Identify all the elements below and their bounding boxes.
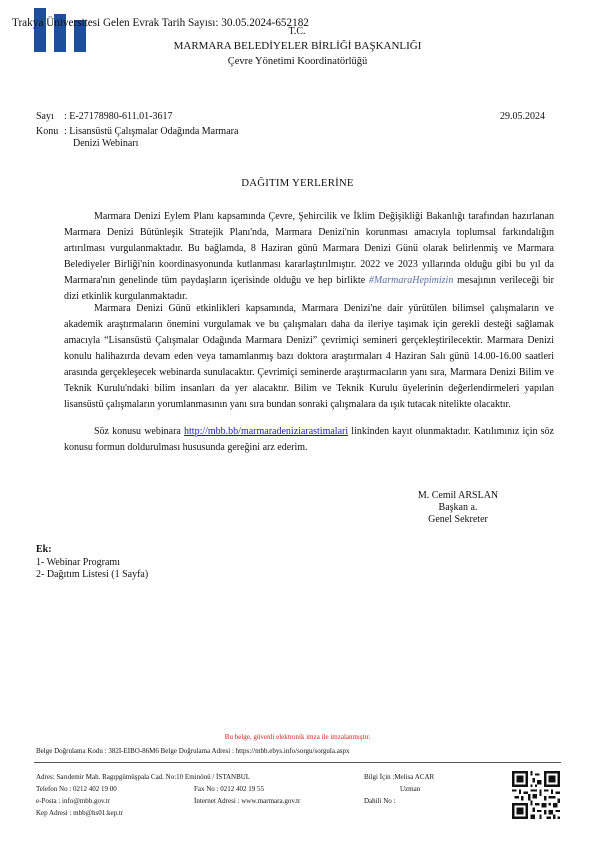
footer-web: İnternet Adresi : www.marmara.gov.tr [194, 797, 301, 805]
paragraph-1-end: mesajının verileceği bir dizi etkinlik kurgulanmaktadır. [64, 275, 554, 302]
logo [34, 8, 104, 52]
paragraph-2-text: Marmara Denizi Günü etkinlikleri kapsamında, Marmara Denizi'ne dair yürütülen bilimsel çalışmaların ve akademik araştırmaların önemini vurgulamak ve bu çalışmaları daha da ileriye taşımak için gerekli desteği sağlamak amacıyla “Lisansüstü Çalışmalar Odağında Marmara Denizi” çevrimiçi semineri gerçekleştirilecektir. Marmara Denizi konulu halihazırda devam eden veya tamamlanmış bazı doktora araştırmaları 4 Haziran Salı günü 14.00-16.00 saatleri arasında gerçekleşecek webinarda sunulacaktır. Çevrimiçi seminerde araştırmacıların yanı sıra, Marmara Denizi Bilim ve Teknik Kurulu'ndaki bilim insanları da yer alacaktır. Bilim ve Teknik Kurulu üyelerinin değerlendirmeleri yapılan lisansüstü çalışmaların yorumlanmasının yanı sıra bundan sonraki çalışmalara da ışık tutacak nitelikte olacaktır. [64, 303, 554, 410]
paragraph-3 [64, 424, 554, 456]
footer-email: e-Posta : info@mbb.gov.tr [36, 797, 111, 805]
footer-contact-title: Uzman [400, 785, 421, 793]
sayi-label: Sayı [36, 111, 54, 122]
hashtag: #MarmaraHepimizin [368, 275, 454, 286]
registration-link[interactable]: http://mbb.bb/marmaradeniziarastimalari [184, 426, 349, 437]
header-organization: MARMARA BELEDİYELER BİRLİĞİ BAŞKANLIĞI [173, 40, 422, 52]
konu-line-2: Denizi Webinarı [73, 138, 139, 149]
qr-code [512, 771, 560, 819]
footer-kep: Kep Adresi : mbb@hs01.kep.tr [36, 809, 124, 817]
paragraph-3-end: linkinden kayıt olunmaktadır. Katılımınız için söz konusu formun doldurulması hususunda gereğini arz ederim. [64, 426, 554, 453]
footer-contact: Bilgi İçin :Melisa ACAR [364, 773, 435, 781]
signer-name: M. Cemil ARSLAN [417, 490, 499, 501]
footer-phone: Telefon No : 0212 402 19 00 [36, 785, 117, 793]
attachment-item: 1- Webinar Programı [36, 556, 120, 568]
attachments-label: Ek: [36, 544, 52, 555]
incoming-document-stamp: Trakya Üniversitesi Gelen Evrak Tarih Sayısı: 30.05.2024-652182 [12, 17, 309, 29]
konu-label: Konu [36, 126, 59, 137]
sayi-value: : E-27178980-611.01-3617 [64, 111, 173, 122]
konu-line-1: : Lisansüstü Çalışmalar Odağında Marmara [64, 126, 239, 137]
document-title: DAĞITIM YERLERİNE [241, 177, 354, 189]
paragraph-1 [64, 209, 554, 305]
attachments [36, 544, 148, 582]
paragraph-1-text: Marmara Denizi Eylem Planı kapsamında Çevre, Şehircilik ve İklim Değişikliği Bakanlığı tarafından hazırlanan Marmara Denizi Bütünleşik Stratejik Planı'nda, Marmara Denizi'nin korunması amacıyla toplumsal farkındalığın artırılması vurgulanmaktadır. Bu bağlamda, 8 Haziran günü Marmara Denizi Günü olarak belirlenmiş ve Marmara Belediyeler Birliği'nin koordinasyonunda kutlanması kararlaştırılmıştır. 2022 ve 2023 yıllarında olduğu gibi bu yıl da Marmara'nın genelinde tüm paydaşların içerisinde olduğu ve hep birlikte [64, 211, 554, 286]
footer-address: Adres: Sarıdemir Mah. Ragıpgümüşpala Cad. No:10 Eminönü / İSTANBUL [36, 773, 251, 781]
footer-divider [34, 762, 561, 763]
footer-fax: Fax No : 0212 402 19 55 [194, 785, 264, 793]
paragraph-3-start: Söz konusu webinara [94, 426, 181, 437]
signer-role-2: Genel Sekreter [428, 514, 488, 525]
document-date: 29.05.2024 [500, 111, 545, 122]
verification-line: Belge Doğrulama Kodu : 382I-EIBO-86M6 Belge Doğrulama Adresi : https://mbb.ebys.info/sorgu/sorgula.aspx [36, 747, 350, 755]
header-unit: Çevre Yönetimi Koordinatörlüğü [227, 56, 368, 67]
paragraph-2 [64, 301, 554, 413]
attachment-item: 2- Dağıtım Listesi (1 Sayfa) [36, 569, 149, 580]
signer-role-1: Başkan a. [438, 502, 478, 513]
footer-extension: Dahili No : [364, 797, 396, 805]
e-signature-notice: Bu belge, güvenli elektronik imza ile imzalanmıştır. [224, 733, 371, 741]
header-tc: T.C. [288, 26, 306, 37]
